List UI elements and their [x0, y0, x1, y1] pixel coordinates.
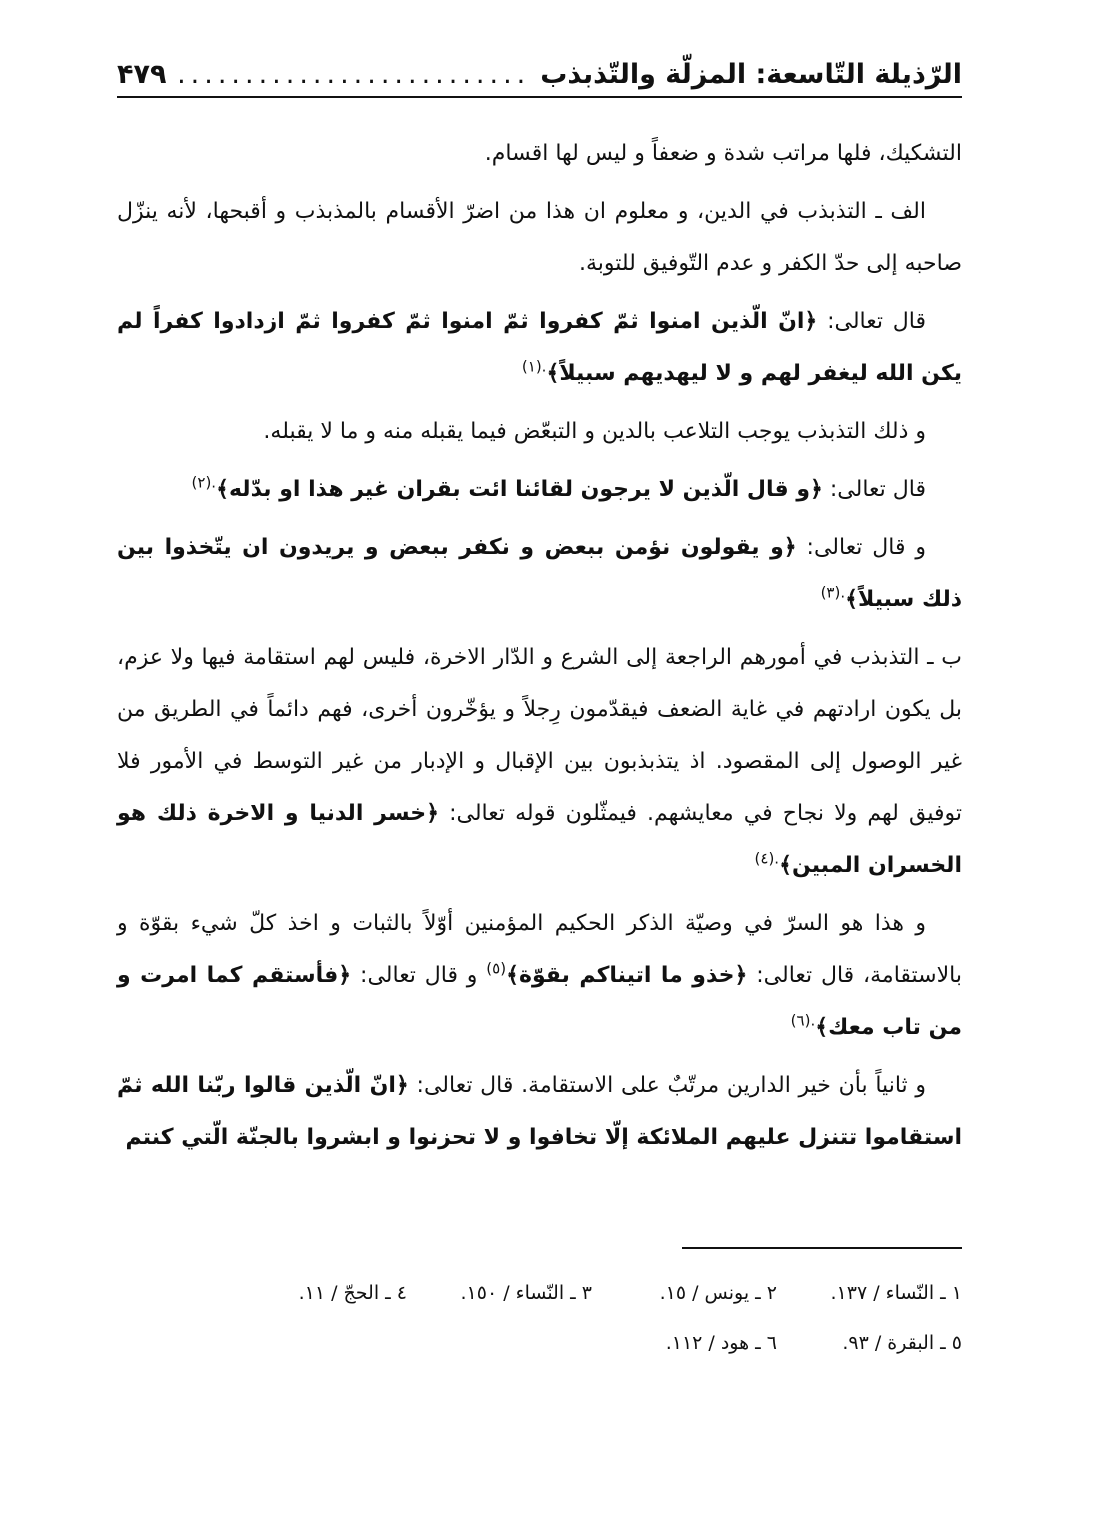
quran-quote-5: ﴿خذو ما اتيناكم بقوّة﴾ [506, 963, 748, 988]
quran-quote-7: ﴿انّ الّذين قالوا ربّنا الله ثمّ استقاموا تتنزل عليهم الملائكة إلّا تخافوا و لا تحزنوا و ابشروا بالجنّة الّتي كنتم [117, 1073, 962, 1150]
footnote-ref-3: .(٣) [820, 583, 846, 602]
footnote-ref-4: .(٤) [754, 849, 780, 868]
paragraph-4-text: و ذلك التذبذب يوجب التلاعب بالدين و التبعّض فيما يقبله منه و ما لا يقبله. [263, 419, 926, 444]
quran-quote-2: ﴿و قال الّذين لا يرجون لقائنا ائت بقران غير هذا او بدّله﴾ [216, 477, 823, 502]
dot-leader [176, 59, 530, 90]
paragraph-1-text: التشكيك، فلها مراتب شدة و ضعفاً و ليس لها اقسام. [484, 141, 962, 166]
quran-quote-4: ﴿خسر الدنيا و الاخرة ذلك هو الخسران المبين﴾ [117, 801, 962, 878]
footnote-2: ٢ ـ يونس / ١٥. [659, 1282, 777, 1304]
footnote-ref-5: (٥) [486, 959, 507, 978]
paragraph-4 [117, 406, 962, 458]
paragraph-3-lead: قال تعالى: [817, 309, 926, 334]
paragraph-7 [117, 632, 962, 892]
quran-quote-1: ﴿انّ الّذين امنوا ثمّ كفروا ثمّ امنوا ثمّ كفروا ثمّ ازدادوا كفراً لم يكن الله ليغفر لهم و لا ليهديهم سبيلاً﴾ [117, 309, 962, 386]
footnote-1: ١ ـ النّساء / ١٣٧. [830, 1282, 962, 1304]
paragraph-7-text: ب ـ التذبذب في أمورهم الراجعة إلى الشرع و الدّار الاخرة، فليس لهم استقامة فيها ولا عزم، بل يكون ارادتهم في غاية الضعف فيقدّمون رِجلاً و يؤخّرون أخرى، فهم دائماً في الطريق من غير الوصول إلى المقصود. اذ يتذبذبون بين الإقبال و الإدبار من غير التوسط في الأمور فلا توفيق لهم ولا نجاح في معايشهم. فيمثّلون قوله تعالى: [117, 645, 962, 826]
header-rule [117, 96, 962, 98]
footnote-ref-1: .(١) [521, 357, 547, 376]
paragraph-9 [117, 1060, 962, 1164]
paragraph-5-lead: قال تعالى: [822, 477, 926, 502]
main-text [117, 128, 962, 1170]
footnote-3: ٣ ـ النّساء / ١٥٠. [460, 1282, 592, 1304]
footnote-row-2 [162, 1318, 962, 1368]
paragraph-2-text: الف ـ التذبذب في الدين، و معلوم ان هذا من اضرّ الأقسام بالمذبذب و أقبحها، لأنه ينزّل صاحبه إلى حدّ الكفر و عدم التّوفيق للتوبة. [117, 199, 962, 276]
paragraph-5 [117, 464, 962, 516]
page-number: ۴۷۹ [117, 59, 167, 90]
paragraph-8 [117, 898, 962, 1054]
footnote-ref-6: .(٦) [790, 1011, 816, 1030]
chapter-title: الرّذيلة التّاسعة: المزلّة والتّذبذب [540, 59, 962, 90]
running-header [117, 38, 962, 90]
footnotes [162, 1268, 962, 1368]
paragraph-8-mid: و قال تعالى: [351, 963, 487, 988]
paragraph-8-text: و هذا هو السرّ في وصيّة الذكر الحكيم المؤمنين أوّلاً بالثبات و اخذ كلّ شيء بقوّة و بالاستقامة، قال تعالى: [117, 911, 962, 988]
footnote-rule [682, 1247, 962, 1249]
paragraph-3 [117, 296, 962, 400]
paragraph-6 [117, 522, 962, 626]
footnote-6: ٦ ـ هود / ١١٢. [665, 1332, 777, 1354]
footnote-row-1 [162, 1268, 962, 1318]
paragraph-6-lead: و قال تعالى: [796, 535, 926, 560]
paragraph-1 [117, 128, 962, 180]
footnote-ref-2: .(٢) [191, 473, 217, 492]
quran-quote-6: ﴿فأستقم كما امرت و من تاب معك﴾ [117, 963, 962, 1040]
paragraph-9-text: و ثانياً بأن خير الدارين مرتّبٌ على الاستقامة. قال تعالى: [408, 1073, 926, 1098]
quran-quote-3: ﴿و يقولون نؤمن ببعض و نكفر ببعض و يريدون ان يتّخذوا بين ذلك سبيلاً﴾ [117, 535, 962, 612]
paragraph-2 [117, 186, 962, 290]
footnote-5: ٥ ـ البقرة / ٩٣. [842, 1332, 962, 1354]
footnote-4: ٤ ـ الحجّ / ١١. [298, 1282, 407, 1304]
